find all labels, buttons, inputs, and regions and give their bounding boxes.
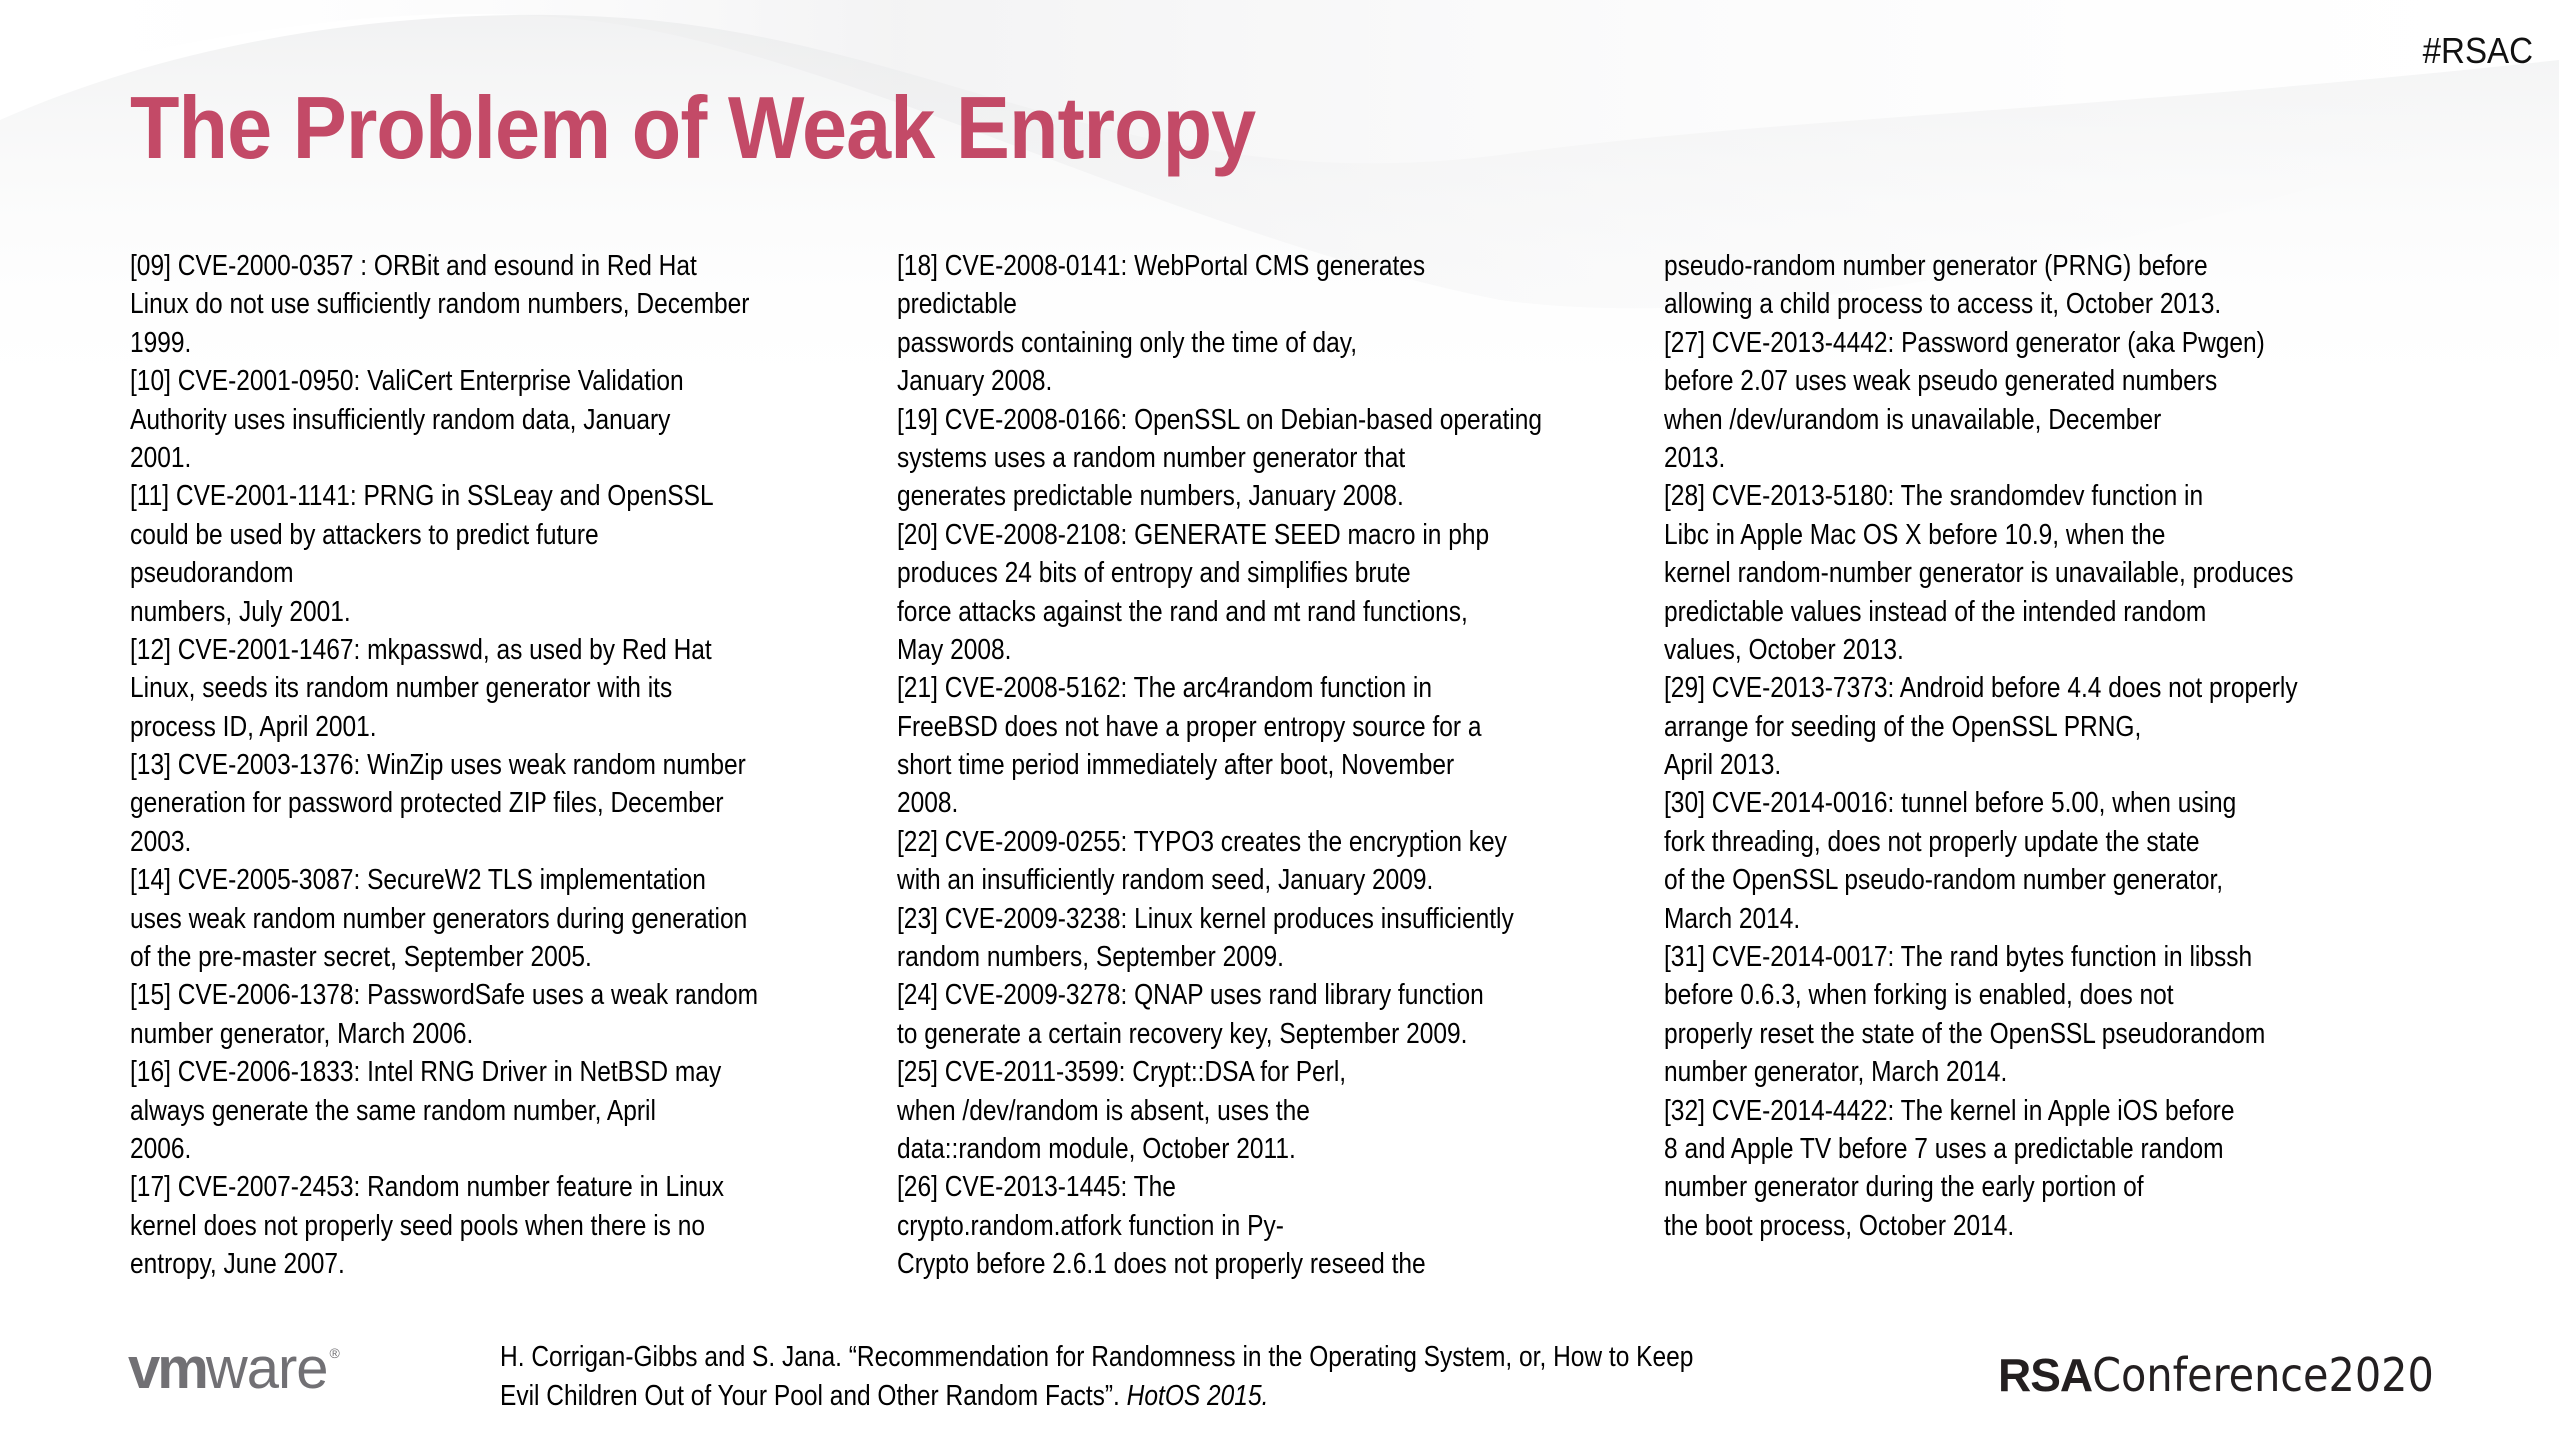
reference-line: generates predictable numbers, January 2008. [897,480,1404,513]
reference-line: allowing a child process to access it, October 2013. [1664,288,2222,321]
citation-line-2-text: Evil Children Out of Your Pool and Other Random Facts”. [500,1380,1127,1412]
reference-line: [11] CVE-2001-1141: PRNG in SSLeay and OpenSSL [130,480,714,513]
reference-line: [26] CVE-2013-1445: The [897,1171,1176,1204]
reference-line: kernel does not properly seed pools when there is no [130,1209,705,1242]
reference-line: [20] CVE-2008-2108: GENERATE SEED macro in php [897,518,1490,551]
reference-line: [10] CVE-2001-0950: ValiCert Enterprise Validation [130,365,684,398]
citation-venue: HotOS 2015. [1126,1380,1269,1412]
reference-line: [30] CVE-2014-0016: tunnel before 5.00, when using [1664,787,2237,820]
reference-line: short time period immediately after boot, November [897,749,1455,782]
reference-line: May 2008. [897,633,1012,666]
reference-line: predictable values instead of the intended random [1664,595,2207,628]
reference-line: [29] CVE-2013-7373: Android before 4.4 does not properly [1664,672,2298,705]
reference-line: 8 and Apple TV before 7 uses a predictable random [1664,1132,2224,1165]
reference-line: arrange for seeding of the OpenSSL PRNG, [1664,710,2142,743]
reference-line: [28] CVE-2013-5180: The srandomdev function in [1664,480,2204,513]
reference-line: fork threading, does not properly update the state [1664,825,2200,858]
reference-line: entropy, June 2007. [130,1248,345,1281]
reference-line: when /dev/random is absent, uses the [897,1094,1310,1127]
reference-line: data::random module, October 2011. [897,1132,1296,1165]
citation [500,1338,1888,1416]
reference-line: [32] CVE-2014-4422: The kernel in Apple iOS before [1664,1094,2235,1127]
reference-line: generation for password protected ZIP files, December [130,787,724,820]
reference-column-3 [1664,247,2401,1245]
reference-line: before 0.6.3, when forking is enabled, does not [1664,979,2174,1012]
reference-line: number generator, March 2014. [1664,1056,2008,1089]
reference-line: [15] CVE-2006-1378: PasswordSafe uses a weak random [130,979,759,1012]
reference-line: [27] CVE-2013-4442: Password generator (aka Pwgen) [1664,326,2265,359]
reference-line: passwords containing only the time of day, [897,326,1358,359]
reference-column-2 [897,247,1647,1284]
citation-line-1: H. Corrigan-Gibbs and S. Jana. “Recommendation for Randomness in the Operating System, or, How to Keep [500,1341,1694,1373]
reference-line: crypto.random.atfork function in Py- [897,1209,1284,1242]
vmware-logo [128,1336,339,1401]
reference-line: when /dev/urandom is unavailable, December [1664,403,2162,436]
reference-line: pseudorandom [130,557,294,590]
reference-line: uses weak random number generators during generation [130,902,748,935]
reference-line: [17] CVE-2007-2453: Random number feature in Linux [130,1171,725,1204]
rsa-logo-mark: RSA [1998,1349,2093,1401]
reference-line: before 2.07 uses weak pseudo generated numbers [1664,365,2218,398]
reference-line: values, October 2013. [1664,633,1904,666]
reference-line: numbers, July 2001. [130,595,351,628]
reference-line: [13] CVE-2003-1376: WinZip uses weak random number [130,749,746,782]
reference-line: 2003. [130,825,192,858]
reference-line: random numbers, September 2009. [897,941,1284,974]
slide-footer [0,1300,2559,1439]
reference-line: [14] CVE-2005-3087: SecureW2 TLS implementation [130,864,706,897]
reference-line: Linux, seeds its random number generator with its [130,672,673,705]
reference-line: March 2014. [1664,902,1801,935]
vmware-logo-bold: vm [128,1336,206,1401]
reference-line: of the OpenSSL pseudo-random number generator, [1664,864,2224,897]
reference-line: force attacks against the rand and mt rand functions, [897,595,1468,628]
reference-line: Crypto before 2.6.1 does not properly reseed the [897,1248,1426,1281]
reference-line: with an insufficiently random seed, January 2009. [897,864,1434,897]
reference-line: produces 24 bits of entropy and simplifies brute [897,557,1411,590]
reference-line: number generator, March 2006. [130,1017,474,1050]
reference-line: of the pre-master secret, September 2005. [130,941,592,974]
reference-columns [0,247,2559,1297]
registered-mark-icon: ® [329,1345,339,1361]
reference-line: 2008. [897,787,959,820]
reference-line: [31] CVE-2014-0017: The rand bytes function in libssh [1664,941,2253,974]
reference-line: kernel random-number generator is unavailable, produces [1664,557,2294,590]
reference-line: [09] CVE-2000-0357 : ORBit and esound in Red Hat [130,250,697,282]
slide-title: The Problem of Weak Entropy [130,78,1256,177]
rsac-hashtag: #RSAC [2422,30,2533,71]
reference-line: process ID, April 2001. [130,710,377,743]
reference-line: 1999. [130,326,192,359]
reference-line: to generate a certain recovery key, September 2009. [897,1017,1468,1050]
reference-line: April 2013. [1664,749,1782,782]
rsa-logo-conference-text: Conference2020 [2092,1348,2434,1402]
reference-line: predictable [897,288,1017,321]
reference-line: January 2008. [897,365,1053,398]
reference-line: FreeBSD does not have a proper entropy source for a [897,710,1482,743]
reference-column-1 [130,247,860,1284]
reference-line: properly reset the state of the OpenSSL pseudorandom [1664,1017,2266,1050]
reference-line: [24] CVE-2009-3278: QNAP uses rand library function [897,979,1484,1012]
citation-line-2 [500,1377,1693,1416]
reference-line: pseudo-random number generator (PRNG) before [1664,250,2208,282]
vmware-logo-light: ware [205,1336,328,1401]
reference-line: Libc in Apple Mac OS X before 10.9, when the [1664,518,2166,551]
reference-line: the boot process, October 2014. [1664,1209,2015,1242]
reference-line: [25] CVE-2011-3599: Crypt::DSA for Perl, [897,1056,1347,1089]
reference-line: Linux do not use sufficiently random numbers, December [130,288,750,321]
reference-line: systems uses a random number generator that [897,441,1406,474]
reference-line: could be used by attackers to predict future [130,518,599,551]
reference-line: 2006. [130,1132,192,1165]
reference-line: [18] CVE-2008-0141: WebPortal CMS generates [897,250,1426,282]
reference-line: always generate the same random number, April [130,1094,656,1127]
reference-line: Authority uses insufficiently random data, January [130,403,671,436]
rsa-conference-logo [1998,1348,2434,1402]
reference-line: [23] CVE-2009-3238: Linux kernel produces insufficiently [897,902,1514,935]
reference-line: [12] CVE-2001-1467: mkpasswd, as used by Red Hat [130,633,712,666]
reference-line: number generator during the early portion of [1664,1171,2144,1204]
reference-line: [21] CVE-2008-5162: The arc4random function in [897,672,1433,705]
reference-line: [16] CVE-2006-1833: Intel RNG Driver in NetBSD may [130,1056,722,1089]
reference-line: [22] CVE-2009-0255: TYPO3 creates the encryption key [897,825,1507,858]
reference-line: 2013. [1664,441,1726,474]
reference-line: [19] CVE-2008-0166: OpenSSL on Debian-based operating [897,403,1542,436]
reference-line: 2001. [130,441,192,474]
